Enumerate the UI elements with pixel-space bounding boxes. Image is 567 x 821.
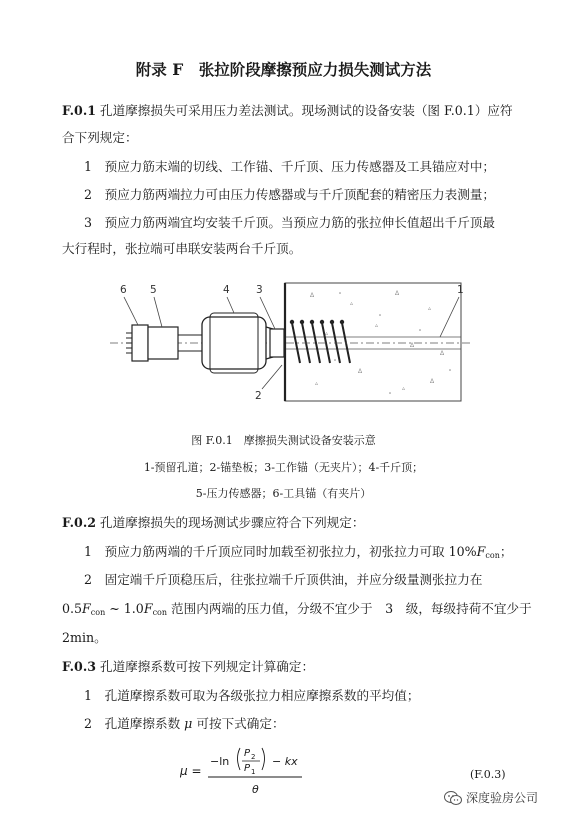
page-title: 附录 F 张拉阶段摩擦预应力损失测试方法: [135, 60, 432, 79]
svg-text:▵: ▵: [315, 380, 319, 387]
section-text: 孔道摩擦损失的现场测试步骤应符合下列规定：: [95, 515, 365, 530]
svg-text:▵: ▵: [325, 330, 329, 337]
diagram-label: 5: [150, 284, 157, 296]
diagram-label: 3: [256, 284, 263, 296]
section-code: F.0.2: [62, 515, 96, 530]
svg-text:P: P: [244, 763, 251, 774]
spiral-dots: [290, 320, 344, 324]
list-item: 2 预应力筋两端拉力可由压力传感器或与千斤顶配套的精密压力表测量；: [84, 187, 496, 202]
section-f03: [62, 659, 314, 675]
figure-caption: 图 F.0.1 摩擦损失测试设备安装示意: [191, 434, 376, 447]
list-item: 2 固定端千斤顶稳压后，往张拉端千斤顶供油，并应分级量测张拉力在: [84, 572, 483, 587]
svg-text:2: 2: [251, 753, 256, 761]
svg-text:▵: ▵: [350, 300, 354, 307]
svg-text:Δ: Δ: [358, 368, 363, 375]
list-item: 1 孔道摩擦系数可取为各级张拉力相应摩擦系数的平均值；: [84, 688, 420, 703]
tool-anchor: [132, 325, 148, 361]
svg-text:▵: ▵: [375, 322, 379, 329]
section-f01-line1: [62, 103, 513, 119]
pressure-sensor: [148, 327, 178, 359]
section-f02: [62, 515, 364, 531]
figure-legend: 1-预留孔道；2-锚垫板；3-工作锚（无夹片）；4-千斤顶；: [143, 461, 424, 474]
svg-text:Δ: Δ: [395, 290, 400, 297]
diagram-label: 1: [457, 284, 464, 296]
wechat-icon: [444, 790, 462, 806]
concrete-block: [285, 283, 461, 401]
section-text: 孔道摩擦损失可采用压力差法测试。现场测试的设备安装（图 F.0.1）应符: [95, 103, 513, 118]
diagram-label: 6: [120, 284, 127, 296]
list-item-continuation: $0.5F_{con}$ ~ $1.0F_{con}$ 范围内两端的压力值，分级不宜少于 3 级，每级持荷不宜少于: [62, 601, 532, 617]
watermark-text: 深度验房公司: [466, 791, 539, 805]
list-item: 1 预应力筋末端的切线、工作锚、千斤顶、压力传感器及工具锚应对中；: [84, 159, 496, 174]
figure-legend: 5-压力传感器；6-工具锚（有夹片）: [195, 487, 372, 500]
jack: [202, 317, 266, 369]
diagram-label: 2: [255, 390, 262, 402]
list-item: 2 孔道摩擦系数 μ 可按下式确定：: [84, 716, 285, 731]
list-item: 3 预应力筋两端宜均安装千斤顶。当预应力筋的张拉伸长值超出千斤顶最: [84, 215, 496, 230]
section-code: F.0.1: [62, 103, 96, 118]
svg-text:▵: ▵: [428, 305, 432, 312]
svg-text:1: 1: [251, 768, 256, 776]
formula-ln: −ln: [210, 755, 230, 768]
section-text: 孔道摩擦系数可按下列规定计算确定：: [95, 659, 315, 674]
section-code: F.0.3: [62, 659, 96, 674]
svg-text:Δ: Δ: [440, 350, 445, 357]
list-item-continuation: 2min。: [62, 630, 107, 645]
svg-text:▵: ▵: [402, 385, 406, 392]
watermark: [444, 789, 538, 806]
svg-text:P: P: [244, 748, 251, 759]
concrete-texture: [310, 290, 451, 394]
svg-text:Δ: Δ: [430, 378, 435, 385]
work-anchor: [270, 329, 284, 357]
svg-text:Δ: Δ: [310, 292, 315, 299]
equipment-diagram: [110, 275, 470, 423]
formula: [180, 740, 340, 798]
formula-lhs: μ =: [180, 764, 202, 778]
svg-text:Δ: Δ: [410, 342, 415, 349]
equation-number: (F.0.3): [470, 768, 506, 781]
formula-kx: − kx: [272, 755, 298, 768]
section-f01-line2: 合下列规定：: [62, 130, 138, 145]
formula-theta: θ: [252, 783, 259, 796]
diagram-label: 4: [223, 284, 230, 296]
list-item: 1 预应力筋两端的千斤顶应同时加载至初张拉力，初张拉力可取 $10\%F_{con}$；: [84, 544, 513, 560]
list-item-continuation: 大行程时，张拉端可串联安装两台千斤顶。: [62, 241, 302, 256]
